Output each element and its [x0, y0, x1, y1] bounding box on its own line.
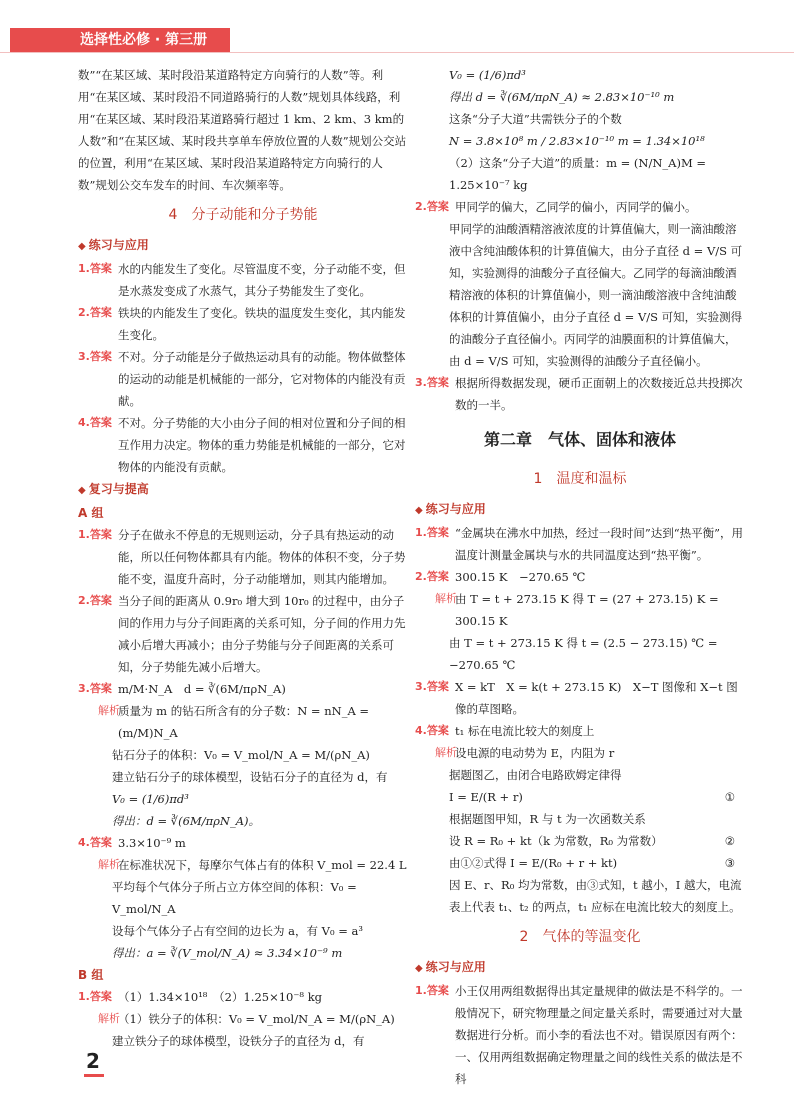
review-b-answer-2: 2.答案 甲同学的偏大，乙同学的偏小，丙同学的偏小。 [415, 200, 697, 214]
group-b-label: B 组 [78, 968, 104, 982]
review-heading: ◆ 复习与提高 [78, 478, 408, 502]
equation-number: ② [724, 834, 735, 848]
header-divider [0, 52, 794, 53]
review-a-3-analysis: 解析 质量为 m 的钻石所含有的分子数：N = nN_A = (m/M)N_A [98, 704, 370, 740]
left-column [78, 64, 408, 1052]
review-b-1-analysis: 解析 （1）铁分子的体积：V₀ = V_mol/N_A = M/(ρN_A) [98, 1012, 395, 1026]
review-b-answer-1: 1.答案 （1）1.34×10¹⁸ （2）1.25×10⁻⁸ kg [78, 990, 323, 1004]
review-a-answer-3: 3.答案 m/M·N_A d = ∛(6M/πρN_A) [78, 682, 286, 696]
section-title-1: 1 温度和温标 [533, 471, 627, 487]
analysis-line: 钻石分子的体积：V₀ = V_mol/N_A = M/(ρN_A) [112, 748, 370, 762]
page-number: 2 [86, 1049, 100, 1073]
answer-2: 2.答案 铁块的内能发生了变化。铁块的温度发生变化，其内能发生变化。 [78, 306, 406, 342]
formula: V₀ = (1/6)πd³ [449, 68, 526, 82]
ch2-answer-1: 1.答案 “金属块在沸水中加热，经过一段时间”达到“热平衡”，用温度计测量金属块与水的共同温度达到“热平衡”。 [415, 526, 744, 562]
analysis-line: 建立钻石分子的球体模型，设钻石分子的直径为 d，有 [112, 770, 388, 784]
page-number-underline [84, 1074, 104, 1077]
page-header-bar [10, 28, 230, 52]
formula: V₀ = (1/6)πd³ [112, 792, 189, 806]
equation-3: 由①②式得 I = E/(R₀ + r + kt) ③ [415, 852, 745, 874]
formula: 得出：d = ∛(6M/πρN_A)。 [112, 814, 261, 828]
formula: N = 3.8×10⁸ m / 2.83×10⁻¹⁰ m = 1.34×10¹⁸ [449, 134, 705, 148]
review-a-answer-4: 4.答案 3.3×10⁻⁹ m [78, 836, 186, 850]
analysis-line: 平均每个气体分子所占立方体空间的体积：V₀ = V_mol/N_A [112, 880, 357, 916]
review-a-answer-2: 2.答案 当分子间的距离从 0.9r₀ 增大到 10r₀ 的过程中，由分子间的作用力与分子间距离的关系可知，分子间的作用力先减小后增大再减小；由分子势能与分子间距离的关系可知，分子势能先减小后增大。 [78, 594, 406, 674]
analysis-paragraph: 甲同学的油酸酒精溶液浓度的计算值偏大，则一滴油酸溶液中含纯油酸体积的计算值偏大，由分子直径 d = V/S 可知，实验测得的油酸分子直径偏大。乙同学的每滴油酸酒精溶液的体积的计算值偏小，则一滴油酸溶液中含纯油酸体积的计算值偏小，由分子直径 d = V/S 可知，实验测得的油酸分子直径偏小。丙同学的油膜面积的计算值偏大，由 d = V/S 可知，实验测得的油酸分子直径偏小。 [449, 222, 743, 368]
formula: 得出：a = ∛(V_mol/N_A) ≈ 3.34×10⁻⁹ m [112, 946, 343, 960]
practice-heading: ◆ 练习与应用 [415, 956, 745, 980]
analysis-line: 由 T = t + 273.15 K 得 t = (2.5 − 273.15) ℃ = −270.65 ℃ [449, 636, 718, 672]
review-a-answer-1: 1.答案 分子在做永不停息的无规则运动，分子具有热运动的动能，所以任何物体都具有内能。物体的体积不变，分子势能不变，温度升高时，分子动能增加，则其内能增加。 [78, 528, 406, 586]
analysis-line: （2）这条“分子大道”的质量：m = (N/N_A)M = 1.25×10⁻⁷ kg [449, 156, 707, 192]
ch2-2-analysis: 解析 由 T = t + 273.15 K 得 T = (27 + 273.15) K = 300.15 K [435, 592, 719, 628]
section-title-4: 4 分子动能和分子势能 [168, 207, 318, 223]
equation-number: ① [724, 790, 735, 804]
equation-1: I = E/(R + r) ① [415, 786, 745, 808]
equation-2: 设 R = R₀ + kt（k 为常数，R₀ 为常数） ② [415, 830, 745, 852]
practice-heading: ◆ 练习与应用 [415, 498, 745, 522]
ch2-answer-2: 2.答案 300.15 K −270.65 ℃ [415, 570, 586, 584]
ch2-answer-3: 3.答案 X = kT X = k(t + 273.15 K) X−T 图像和 X−t 图像的草图略。 [415, 680, 738, 716]
analysis-line: 这条“分子大道”共需铁分子的个数 [449, 112, 622, 126]
book-title: 选择性必修 · 第三册 [80, 32, 208, 48]
practice-heading: ◆ 练习与应用 [78, 234, 408, 258]
section-title-2: 2 气体的等温变化 [519, 929, 641, 945]
intro-paragraph: 数”“在某区域、某时段沿某道路特定方向骑行的人数”等。利用“在某区域、某时段沿不同道路骑行的人数”规划具体线路，利用“在某区域、某时段沿某道路骑行超过 1 km、2 km、3 km的人数”和“在某区域、某时段共享单车停放位置的人数”规划公交站的位置，利用“在某区域、某时段沿某道路特定方向骑行的人数”规划公交车发车的时间、车次频率等。 [78, 68, 407, 192]
answer-3: 3.答案 不对。分子动能是分子做热运动具有的动能。物体做整体的运动的动能是机械能的一部分，它对物体的内能没有贡献。 [78, 350, 406, 408]
analysis-paragraph: 因 E、r、R₀ 均为常数，由③式知，t 越小，I 越大，电流表上代表 t₁、t₂ 的两点，t₁ 应标在电流比较大的刻度上。 [449, 878, 742, 914]
ch2-answer-4: 4.答案 t₁ 标在电流比较大的刻度上 [415, 724, 595, 738]
answer-4: 4.答案 不对。分子势能的大小由分子间的相对位置和分子间的相互作用力决定。物体的重力势能是机械能的一部分，它对物体的内能没有贡献。 [78, 416, 406, 474]
analysis-line: 据题图乙，由闭合电路欧姆定律得 [449, 768, 622, 782]
analysis-line: 设每个气体分子占有空间的边长为 a，有 V₀ = a³ [112, 924, 363, 938]
sec2-answer-1: 1.答案 小王仅用两组数据得出其定量规律的做法是不科学的。一般情况下，研究物理量之间定量关系时，需要通过对大量数据进行分析。而小李的看法也不对。错误原因有两个：一、仅用两组数据确定物理量之间的线性关系的做法是不科 [415, 984, 743, 1086]
equation-number: ③ [724, 856, 735, 870]
analysis-line: 根据题图甲知，R 与 t 为一次函数关系 [449, 812, 646, 826]
review-b-answer-3: 3.答案 根据所得数据发现，硬币正面朝上的次数接近总共投掷次数的一半。 [415, 376, 743, 412]
chapter-title: 第二章 气体、固体和液体 [483, 430, 676, 449]
group-a-label: A 组 [78, 506, 104, 520]
right-column [415, 64, 745, 1090]
ch2-4-analysis: 解析 设电源的电动势为 E，内阻为 r [435, 746, 615, 760]
review-a-4-analysis: 解析 在标准状况下，每摩尔气体占有的体积 V_mol = 22.4 L [98, 858, 407, 872]
answer-1: 1.答案 水的内能发生了变化。尽管温度不变，分子动能不变，但是水蒸发变成了水蒸气，其分子势能发生了变化。 [78, 262, 406, 298]
formula: 得出 d = ∛(6M/πρN_A) ≈ 2.83×10⁻¹⁰ m [449, 90, 675, 104]
analysis-line: 建立铁分子的球体模型，设铁分子的直径为 d，有 [112, 1034, 365, 1048]
